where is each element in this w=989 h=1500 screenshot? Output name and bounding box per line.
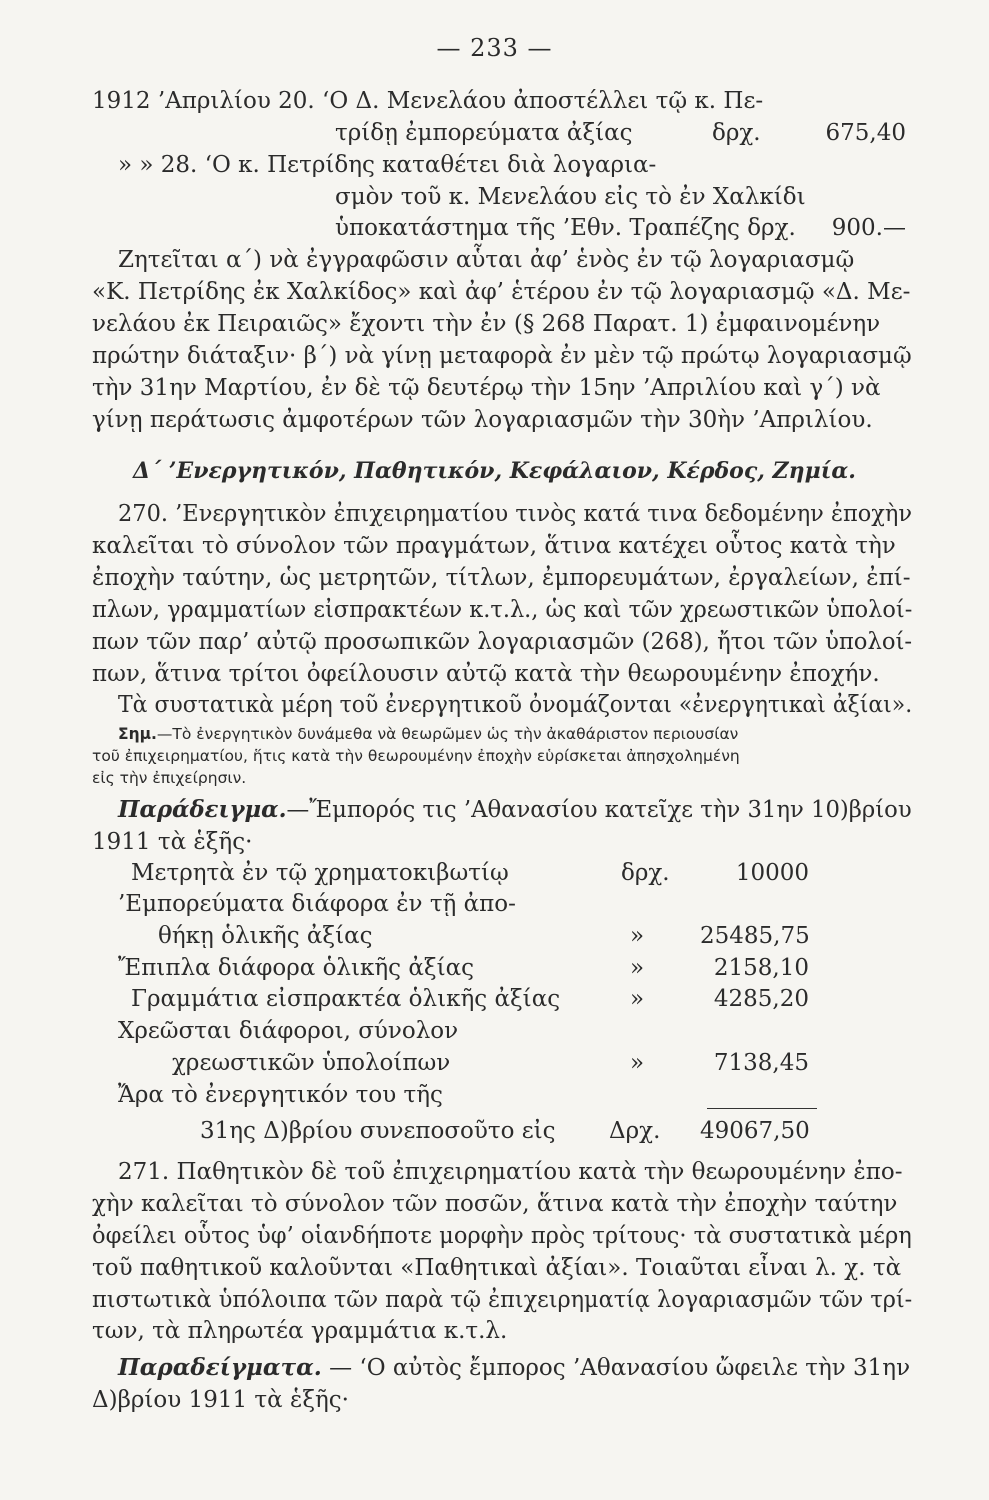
table-row-6-currency: Δρχ.: [609, 1118, 661, 1144]
table-row-2-currency: »: [630, 923, 645, 949]
table-row-1-amount: 10000: [735, 860, 809, 886]
table-row-4-desc: Γραμμάτια εἰσπρακτέα ὁλικῆς ἀξίας: [131, 986, 561, 1012]
table-row-5-desc-b: χρεωστικῶν ὑπολοίπων: [172, 1050, 451, 1076]
entry-2-amount: 900.—: [831, 215, 906, 241]
req-line-5: τὴν 31ην Μαρτίου, ἐν δὲ τῷ δευτέρῳ τὴν 15ην ’Απριλίου καὶ γ΄) νὰ: [92, 375, 881, 401]
table-row-2-amount: 25485,75: [700, 923, 810, 949]
p270-line-1: 270. ’Ενεργητικὸν ἐπιχειρηματίου τινὸς κατά τινα δεδομένην ἐποχὴν: [118, 501, 913, 527]
p270-line-7: Τὰ συστατικὰ μέρη τοῦ ἐνεργητικοῦ ὀνομάζονται «ἐνεργητικαὶ ἀξίαι».: [118, 692, 913, 718]
example-1-text: —Ἔμπορός τις ’Αθανασίου κατεῖχε τὴν 31ην 10)βρίου: [286, 797, 912, 823]
req-line-6: γίνῃ περάτωσις ἀμφοτέρων τῶν λογαριασμῶν τὴν 30ὴν ’Απριλίου.: [92, 407, 873, 433]
table-row-1-desc: Μετρητὰ ἐν τῷ χρηματοκιβωτίῳ: [131, 860, 509, 886]
p271-line-4: τοῦ παθητικοῦ καλοῦνται «Παθητικαὶ ἀξίαι». Τοιαῦται εἶναι λ. χ. τὰ: [92, 1255, 902, 1281]
table-row-4-currency: »: [630, 986, 645, 1012]
page-number: — 233 —: [436, 34, 553, 62]
total-amount: 49067,50: [700, 1118, 810, 1144]
table-row-3-currency: »: [630, 955, 645, 981]
example-1-line-1: [118, 795, 912, 825]
p271-line-5: πιστωτικὰ ὑπόλοιπα τῶν παρὰ τῷ ἐπιχειρηματίᾳ λογαριασμῶν τῶν τρί-: [92, 1287, 913, 1313]
table-row-3-amount: 2158,10: [713, 955, 809, 981]
example-2-line-2: Δ)βρίου 1911 τὰ ἑξῆς·: [92, 1387, 349, 1413]
note-text-1: —Τὸ ἐνεργητικὸν δυνάμεθα νὰ θεωρῶμεν ὡς τὴν ἀκαθάριστον περιουσίαν: [156, 725, 739, 743]
entry-2-line-2: σμὸν τοῦ κ. Μενελάου εἰς τὸ ἐν Χαλκίδι: [335, 184, 806, 210]
entry-1-line-1: 1912 ’Απριλίου 20. ‘Ο Δ. Μενελάου ἀποστέλλει τῷ κ. Πε-: [92, 88, 764, 114]
table-row-5-amount: 7138,45: [713, 1050, 809, 1076]
table-row-5-currency: »: [630, 1050, 645, 1076]
entry-1-line-2: τρίδῃ ἐμπορεύματα ἀξίας: [335, 120, 633, 146]
p271-line-1: 271. Παθητικὸν δὲ τοῦ ἐπιχειρηματίου κατὰ τὴν θεωρουμένην ἐπο-: [118, 1159, 903, 1185]
table-row-5-desc-a: Χρεῶσται διάφοροι, σύνολον: [118, 1018, 459, 1044]
p270-line-2: καλεῖται τὸ σύνολον τῶν πραγμάτων, ἅτινα κατέχει οὗτος κατὰ τὴν: [92, 533, 896, 559]
p270-line-6: πων, ἅτινα τρίτοι ὀφείλουσιν αὐτῷ κατὰ τὴν θεωρουμένην ἐποχήν.: [92, 661, 880, 687]
example-1-line-2: 1911 τὰ ἑξῆς·: [92, 829, 253, 855]
entry-2-line-1: » » 28. ‘Ο κ. Πετρίδης καταθέτει διὰ λογαρια-: [118, 152, 657, 178]
req-line-2: «Κ. Πετρίδης ἐκ Χαλκίδος» καὶ ἀφ’ ἑτέρου ἐν τῷ λογαριασμῷ «Δ. Με-: [92, 279, 911, 305]
sum-rule: [707, 1108, 817, 1109]
p271-line-6: των, τὰ πληρωτέα γραμμάτια κ.τ.λ.: [92, 1318, 508, 1344]
p270-line-5: πων τῶν παρ’ αὐτῷ προσωπικῶν λογαριασμῶν (268), ἤτοι τῶν ὑπολοί-: [92, 629, 913, 655]
table-row-3-desc: Ἔπιπλα διάφορα ὁλικῆς ἀξίας: [118, 955, 474, 981]
p270-line-4: πλων, γραμματίων εἰσπρακτέων κ.τ.λ., ὡς καὶ τῶν χρεωστικῶν ὑπολοί-: [92, 597, 913, 623]
example-2-label: Παραδείγματα.: [118, 1354, 322, 1381]
entry-1-amount: 675,40: [825, 120, 906, 146]
table-row-4-amount: 4285,20: [713, 986, 809, 1012]
entry-2-line-3: ὑποκατάστημα τῆς ’Εθν. Τραπέζης δρχ.: [335, 215, 796, 241]
p271-line-2: χὴν καλεῖται τὸ σύνολον τῶν ποσῶν, ἅτινα κατὰ τὴν ἐποχὴν ταύτην: [92, 1191, 898, 1217]
section-heading: Δ΄ ’Ενεργητικόν, Παθητικόν, Κεφάλαιον, Κέρδος, Ζημία.: [133, 458, 856, 484]
table-row-2-desc-a: ’Εμπορεύματα διάφορα ἐν τῇ ἀπο-: [118, 891, 516, 917]
example-1-label: Παράδειγμα.: [118, 796, 287, 823]
table-row-1-currency: δρχ.: [621, 860, 670, 886]
req-line-4: πρώτην διάταξιν· β΄) νὰ γίνῃ μεταφορὰ ἐν μὲν τῷ πρώτῳ λογαριασμῷ: [92, 343, 912, 369]
note-line-3: εἰς τὴν ἐπιχείρησιν.: [92, 769, 247, 787]
example-2-line-1: [118, 1353, 910, 1383]
table-row-2-desc-b: θήκῃ ὁλικῆς ἀξίας: [158, 923, 373, 949]
req-line-1: Ζητεῖται α΄) νὰ ἐγγραφῶσιν αὗται ἀφ’ ἑνὸς ἐν τῷ λογαριασμῷ: [118, 247, 855, 273]
table-row-6-desc-b: 31ης Δ)βρίου συνεποσοῦτο εἰς: [200, 1118, 556, 1144]
p271-line-3: ὀφείλει οὗτος ὑφ’ οἱανδήποτε μορφὴν πρὸς τρίτους· τὰ συστατικὰ μέρη: [92, 1223, 912, 1249]
entry-1-currency: δρχ.: [712, 120, 761, 146]
example-2-text: — ‘Ο αὐτὸς ἔμπορος ’Αθανασίου ὤφειλε τὴν 31ην: [321, 1355, 911, 1381]
table-row-6-desc-a: Ἄρα τὸ ἐνεργητικόν του τῆς: [118, 1082, 443, 1108]
req-line-3: νελάου ἐκ Πειραιῶς» ἔχοντι τὴν ἐν (§ 268 Παρατ. 1) ἐμφαινομένην: [92, 311, 881, 337]
note-label: Σημ.: [118, 725, 157, 743]
p270-line-3: ἐποχὴν ταύτην, ὡς μετρητῶν, τίτλων, ἐμπορευμάτων, ἐργαλείων, ἐπί-: [92, 565, 911, 591]
note-line-2: τοῦ ἐπιχειρηματίου, ἥτις κατὰ τὴν θεωρουμένην ἐποχὴν εὑρίσκεται ἀπησχολημένη: [92, 747, 740, 765]
note-line-1: [118, 724, 738, 744]
